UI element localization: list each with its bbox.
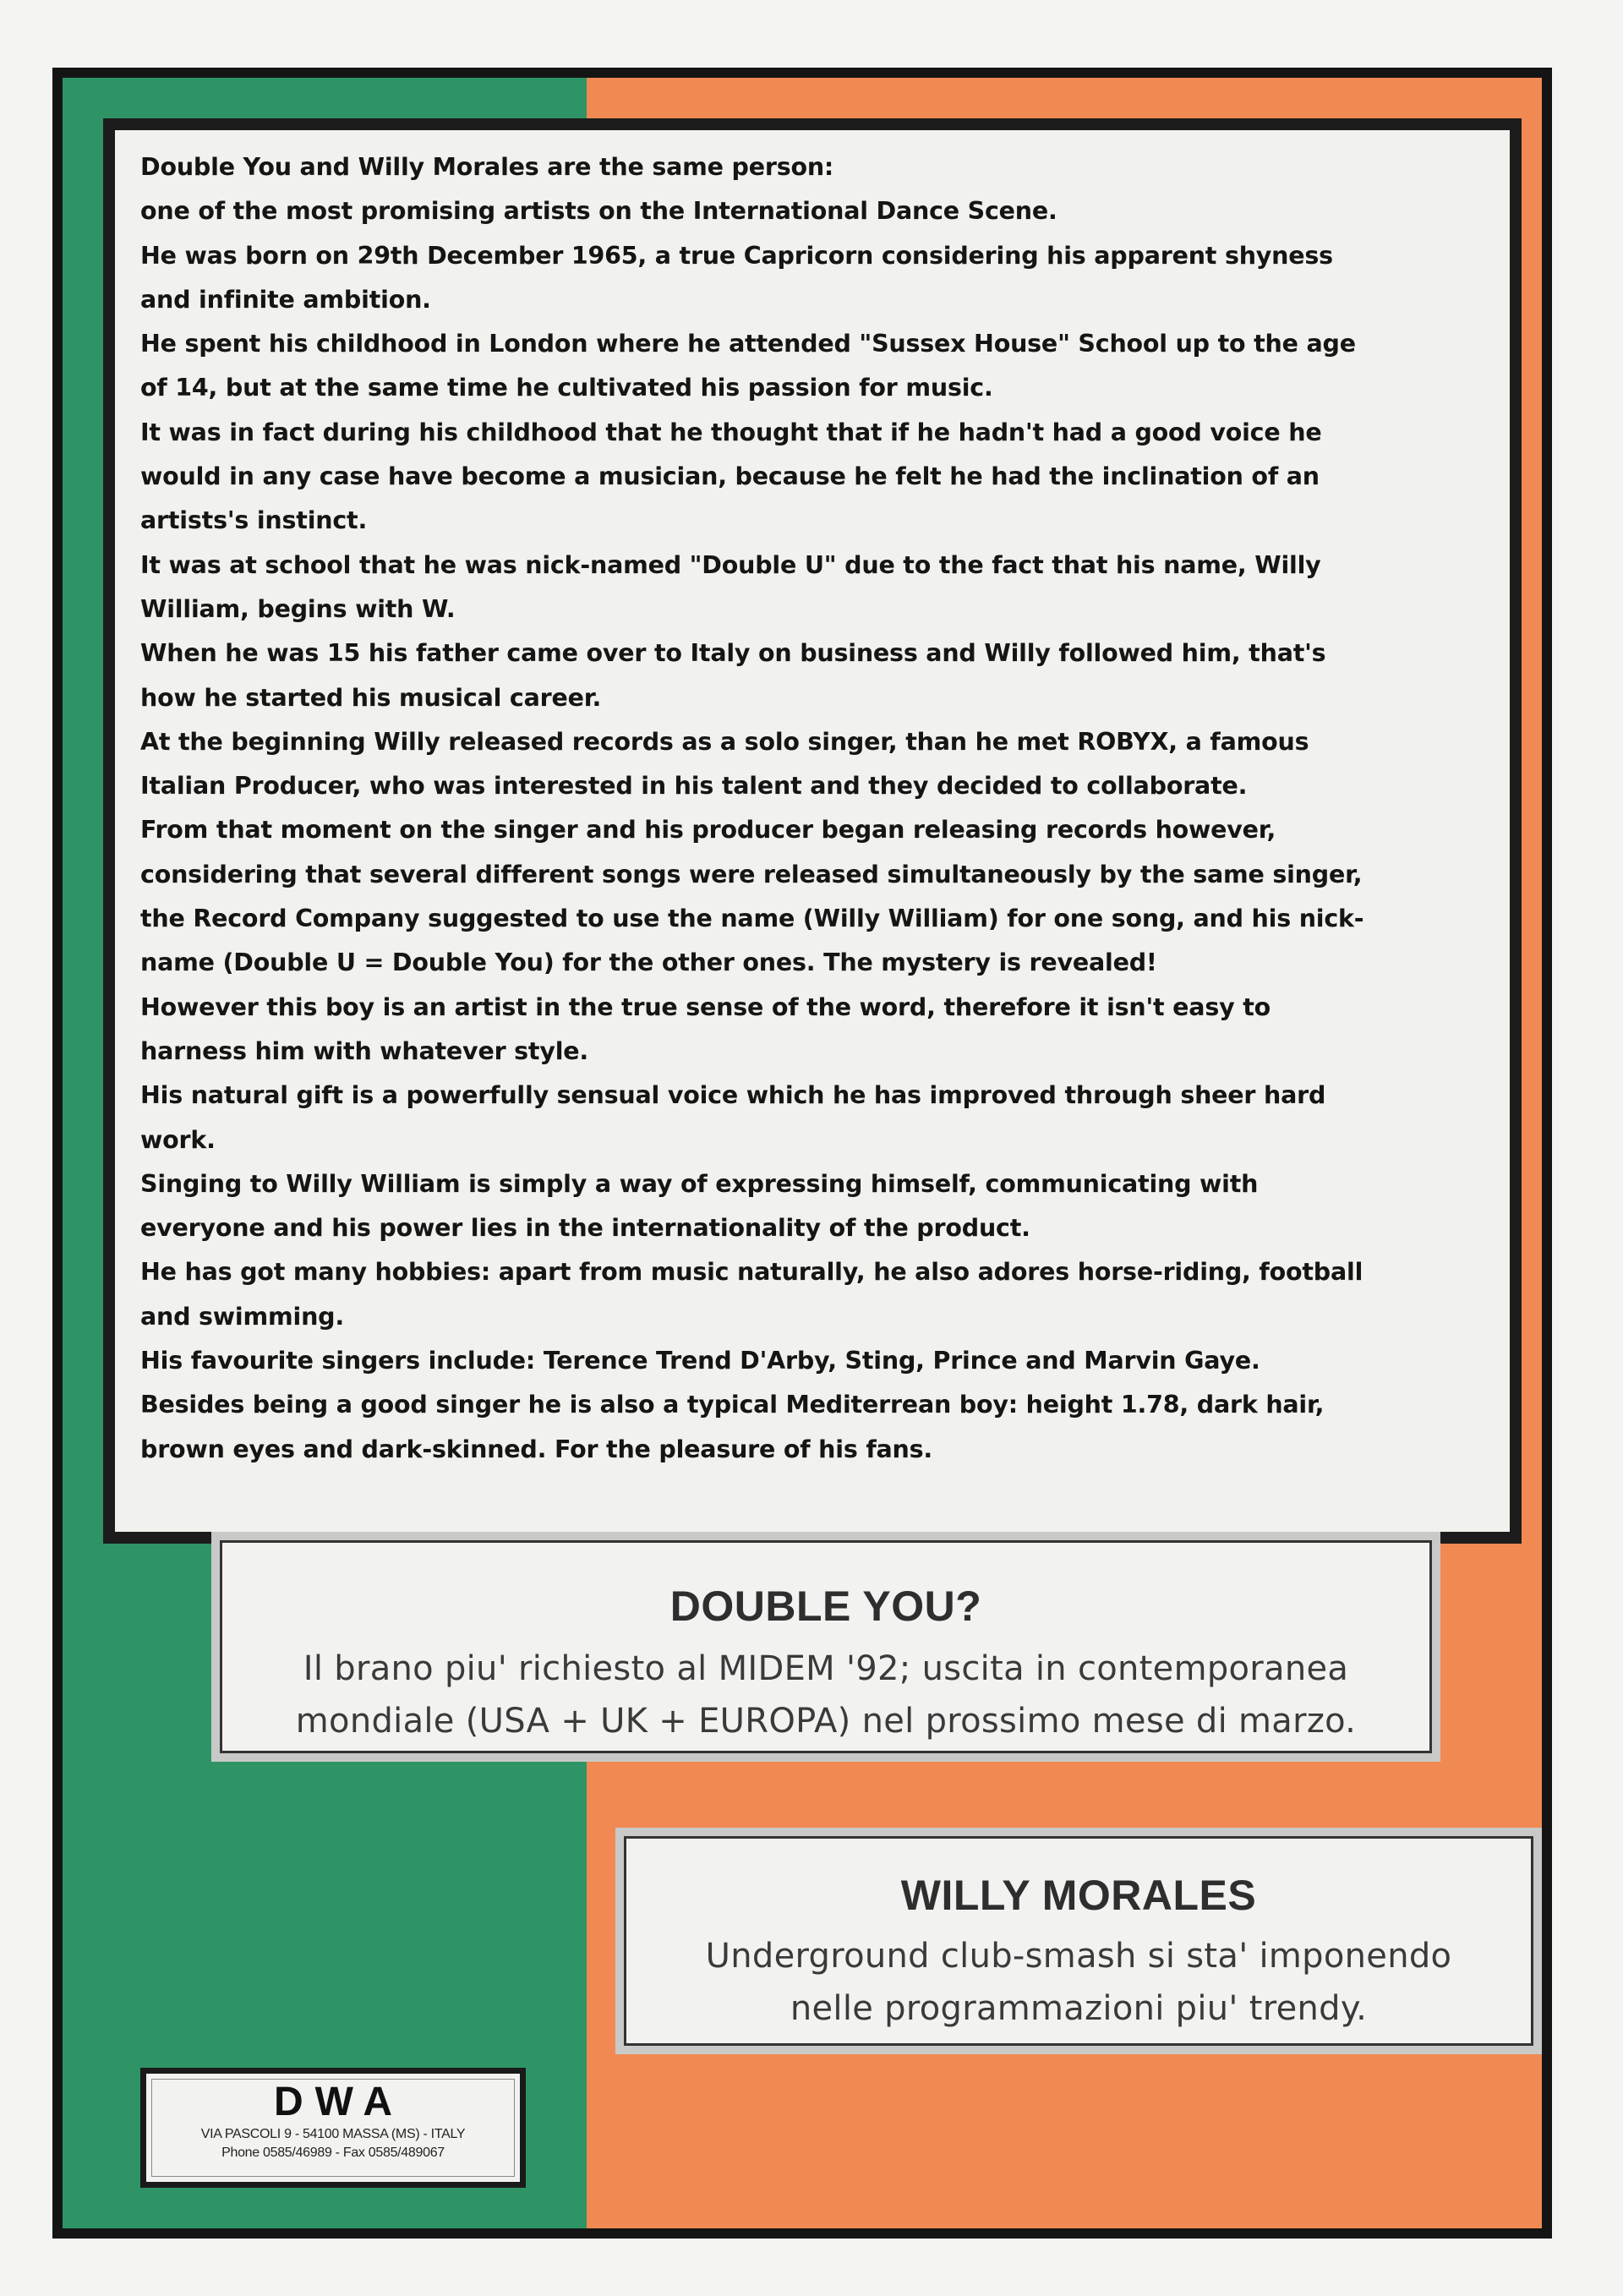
bio-line: He spent his childhood in London where he attended "Sussex House" School up to the age bbox=[140, 330, 1356, 358]
bio-line: His favourite singers include: Terence Trend D'Arby, Sting, Prince and Marvin Gaye. bbox=[140, 1347, 1260, 1375]
bio-line: considering that several different songs were released simultaneously by the same singer, bbox=[140, 860, 1363, 888]
promo-title: WILLY MORALES bbox=[900, 1872, 1257, 1919]
bio-line: He was born on 29th December 1965, a true Capricorn considering his apparent shyness bbox=[140, 241, 1333, 270]
bio-line: and infinite ambition. bbox=[140, 285, 431, 314]
bio-line: would in any case have become a musician, because he felt he had the inclination of an bbox=[140, 462, 1320, 491]
bio-line: Besides being a good singer he is also a typical Mediterrean boy: height 1.78, dark hair, bbox=[140, 1391, 1325, 1419]
bio-line: and swimming. bbox=[140, 1302, 344, 1331]
bio-line: He has got many hobbies: apart from music naturally, he also adores horse-riding, football bbox=[140, 1258, 1363, 1287]
bio-line: It was in fact during his childhood that he thought that if he hadn't had a good voice he bbox=[140, 418, 1322, 446]
flyer-frame bbox=[52, 68, 1552, 2239]
bio-line: one of the most promising artists on the International Dance Scene. bbox=[140, 197, 1057, 226]
bio-line: of 14, but at the same time he cultivated his passion for music. bbox=[140, 374, 993, 402]
bio-line: Singing to Willy William is simply a way of expressing himself, communicating with bbox=[140, 1169, 1259, 1198]
promo-line: Underground club-smash si sta' imponendo bbox=[705, 1937, 1452, 1976]
bio-line: Double You and Willy Morales are the same person: bbox=[140, 153, 834, 181]
promo-line: mondiale (USA + UK + EUROPA) nel prossimo mese di marzo. bbox=[295, 1702, 1357, 1741]
promo-double-you bbox=[220, 1540, 1432, 1753]
bio-line: From that moment on the singer and his producer began releasing records however, bbox=[140, 816, 1276, 845]
bio-line: the Record Company suggested to use the name (Willy William) for one song, and his nick- bbox=[140, 905, 1364, 933]
bio-line: Italian Producer, who was interested in his talent and they decided to collaborate. bbox=[140, 772, 1248, 801]
label-box bbox=[140, 2068, 526, 2188]
bio-line: When he was 15 his father came over to Italy on business and Willy followed him, that's bbox=[140, 639, 1326, 668]
promo-line: nelle programmazioni piu' trendy. bbox=[790, 1989, 1368, 2028]
bio-line: However this boy is an artist in the true sense of the word, therefore it isn't easy to bbox=[140, 992, 1271, 1021]
bio-line: It was at school that he was nick-named "Double U" due to the fact that his name, Willy bbox=[140, 550, 1321, 579]
bio-line: His natural gift is a powerfully sensual voice which he has improved through sheer hard bbox=[140, 1081, 1326, 1110]
label-contact: Phone 0585/46989 - Fax 0585/489067 bbox=[221, 2146, 445, 2160]
promo-willy-morales bbox=[624, 1836, 1533, 2046]
bio-line: William, begins with W. bbox=[140, 594, 456, 623]
bio-line: artists's instinct. bbox=[140, 506, 368, 535]
label-address: VIA PASCOLI 9 - 54100 MASSA (MS) - ITALY bbox=[200, 2127, 466, 2141]
bio-line: harness him with whatever style. bbox=[140, 1036, 589, 1065]
bio-line: name (Double U = Double You) for the other ones. The mystery is revealed! bbox=[140, 948, 1157, 977]
biography-box bbox=[103, 118, 1522, 1544]
bio-line: how he started his musical career. bbox=[140, 683, 602, 712]
bio-line: work. bbox=[140, 1125, 216, 1154]
promo-title: DOUBLE YOU? bbox=[669, 1583, 982, 1630]
biography-text bbox=[115, 130, 1510, 1532]
label-logo: DWA bbox=[274, 2080, 404, 2124]
bio-line: At the beginning Willy released records as a solo singer, than he met ROBYX, a famous bbox=[140, 727, 1309, 756]
promo-line: Il brano piu' richiesto al MIDEM '92; uscita in contemporanea bbox=[303, 1649, 1349, 1688]
bio-line: brown eyes and dark-skinned. For the pleasure of his fans. bbox=[140, 1435, 933, 1463]
bio-line: everyone and his power lies in the internationality of the product. bbox=[140, 1214, 1030, 1243]
